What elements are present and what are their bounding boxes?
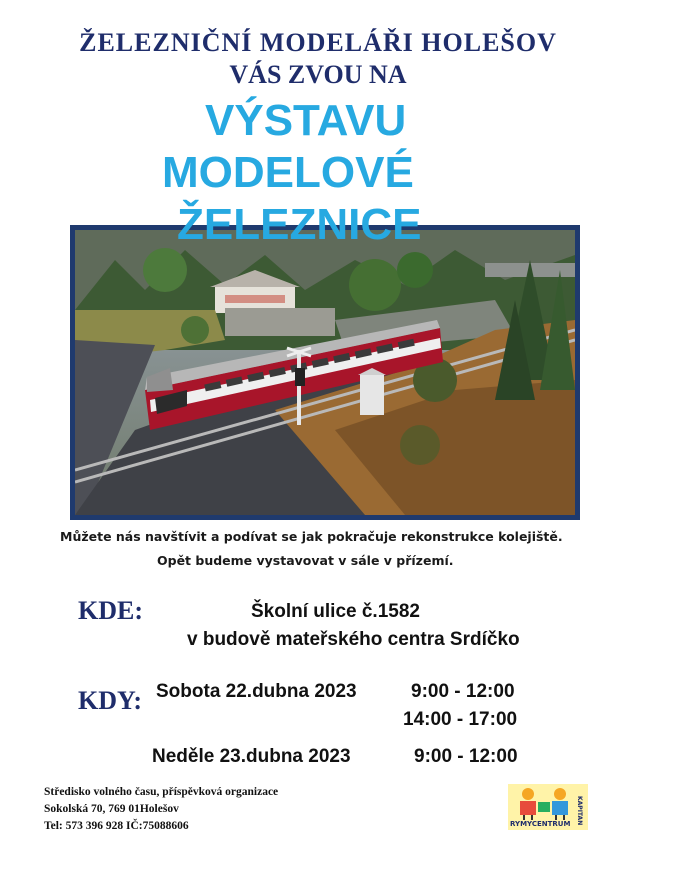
- where-label: KDE:: [78, 596, 143, 625]
- logo-text: RYMYCENTRUM: [510, 820, 571, 828]
- headline-line-2: MODELOVÉ: [162, 148, 414, 197]
- sunday-time: 9:00 - 12:00: [414, 746, 518, 767]
- footer-organization: [44, 784, 278, 835]
- organizer-heading: ŽELEZNIČNÍ MODELÁŘI HOLEŠOV: [79, 28, 557, 57]
- saturday-date: Sobota 22.dubna 2023: [156, 681, 357, 702]
- headline-line-1: VÝSTAVU: [205, 96, 407, 145]
- intro-line-1: Můžete nás navštívit a podívat se jak pokračuje rekonstrukce kolejiště.: [60, 529, 563, 544]
- model-railway-photo: [70, 225, 580, 520]
- where-street: Školní ulice č.1582: [251, 601, 420, 622]
- model-railway-scene: [75, 230, 575, 515]
- footer-name: Středisko volného času, příspěvková organizace: [44, 786, 279, 798]
- saturday-time-afternoon: 14:00 - 17:00: [403, 709, 518, 730]
- footer-address: Sokolská 70, 769 01Holešov: [44, 803, 179, 815]
- footer-contact: Tel: 573 396 928 IČ:75088606: [44, 820, 189, 832]
- invite-heading: VÁS ZVOU NA: [229, 60, 407, 89]
- when-label: KDY:: [78, 686, 143, 715]
- sunday-date: Neděle 23.dubna 2023: [152, 746, 351, 767]
- intro-line-2: Opět budeme vystavovat v sále v přízemí.: [157, 553, 454, 568]
- where-building: v budově mateřského centra Srdíčko: [187, 629, 520, 650]
- headline-line-3: ŽELEZNICE: [177, 200, 422, 249]
- logo-side-text: KAPITAN: [576, 796, 583, 826]
- rymycentrum-logo: [508, 784, 588, 830]
- saturday-time-morning: 9:00 - 12:00: [411, 681, 515, 702]
